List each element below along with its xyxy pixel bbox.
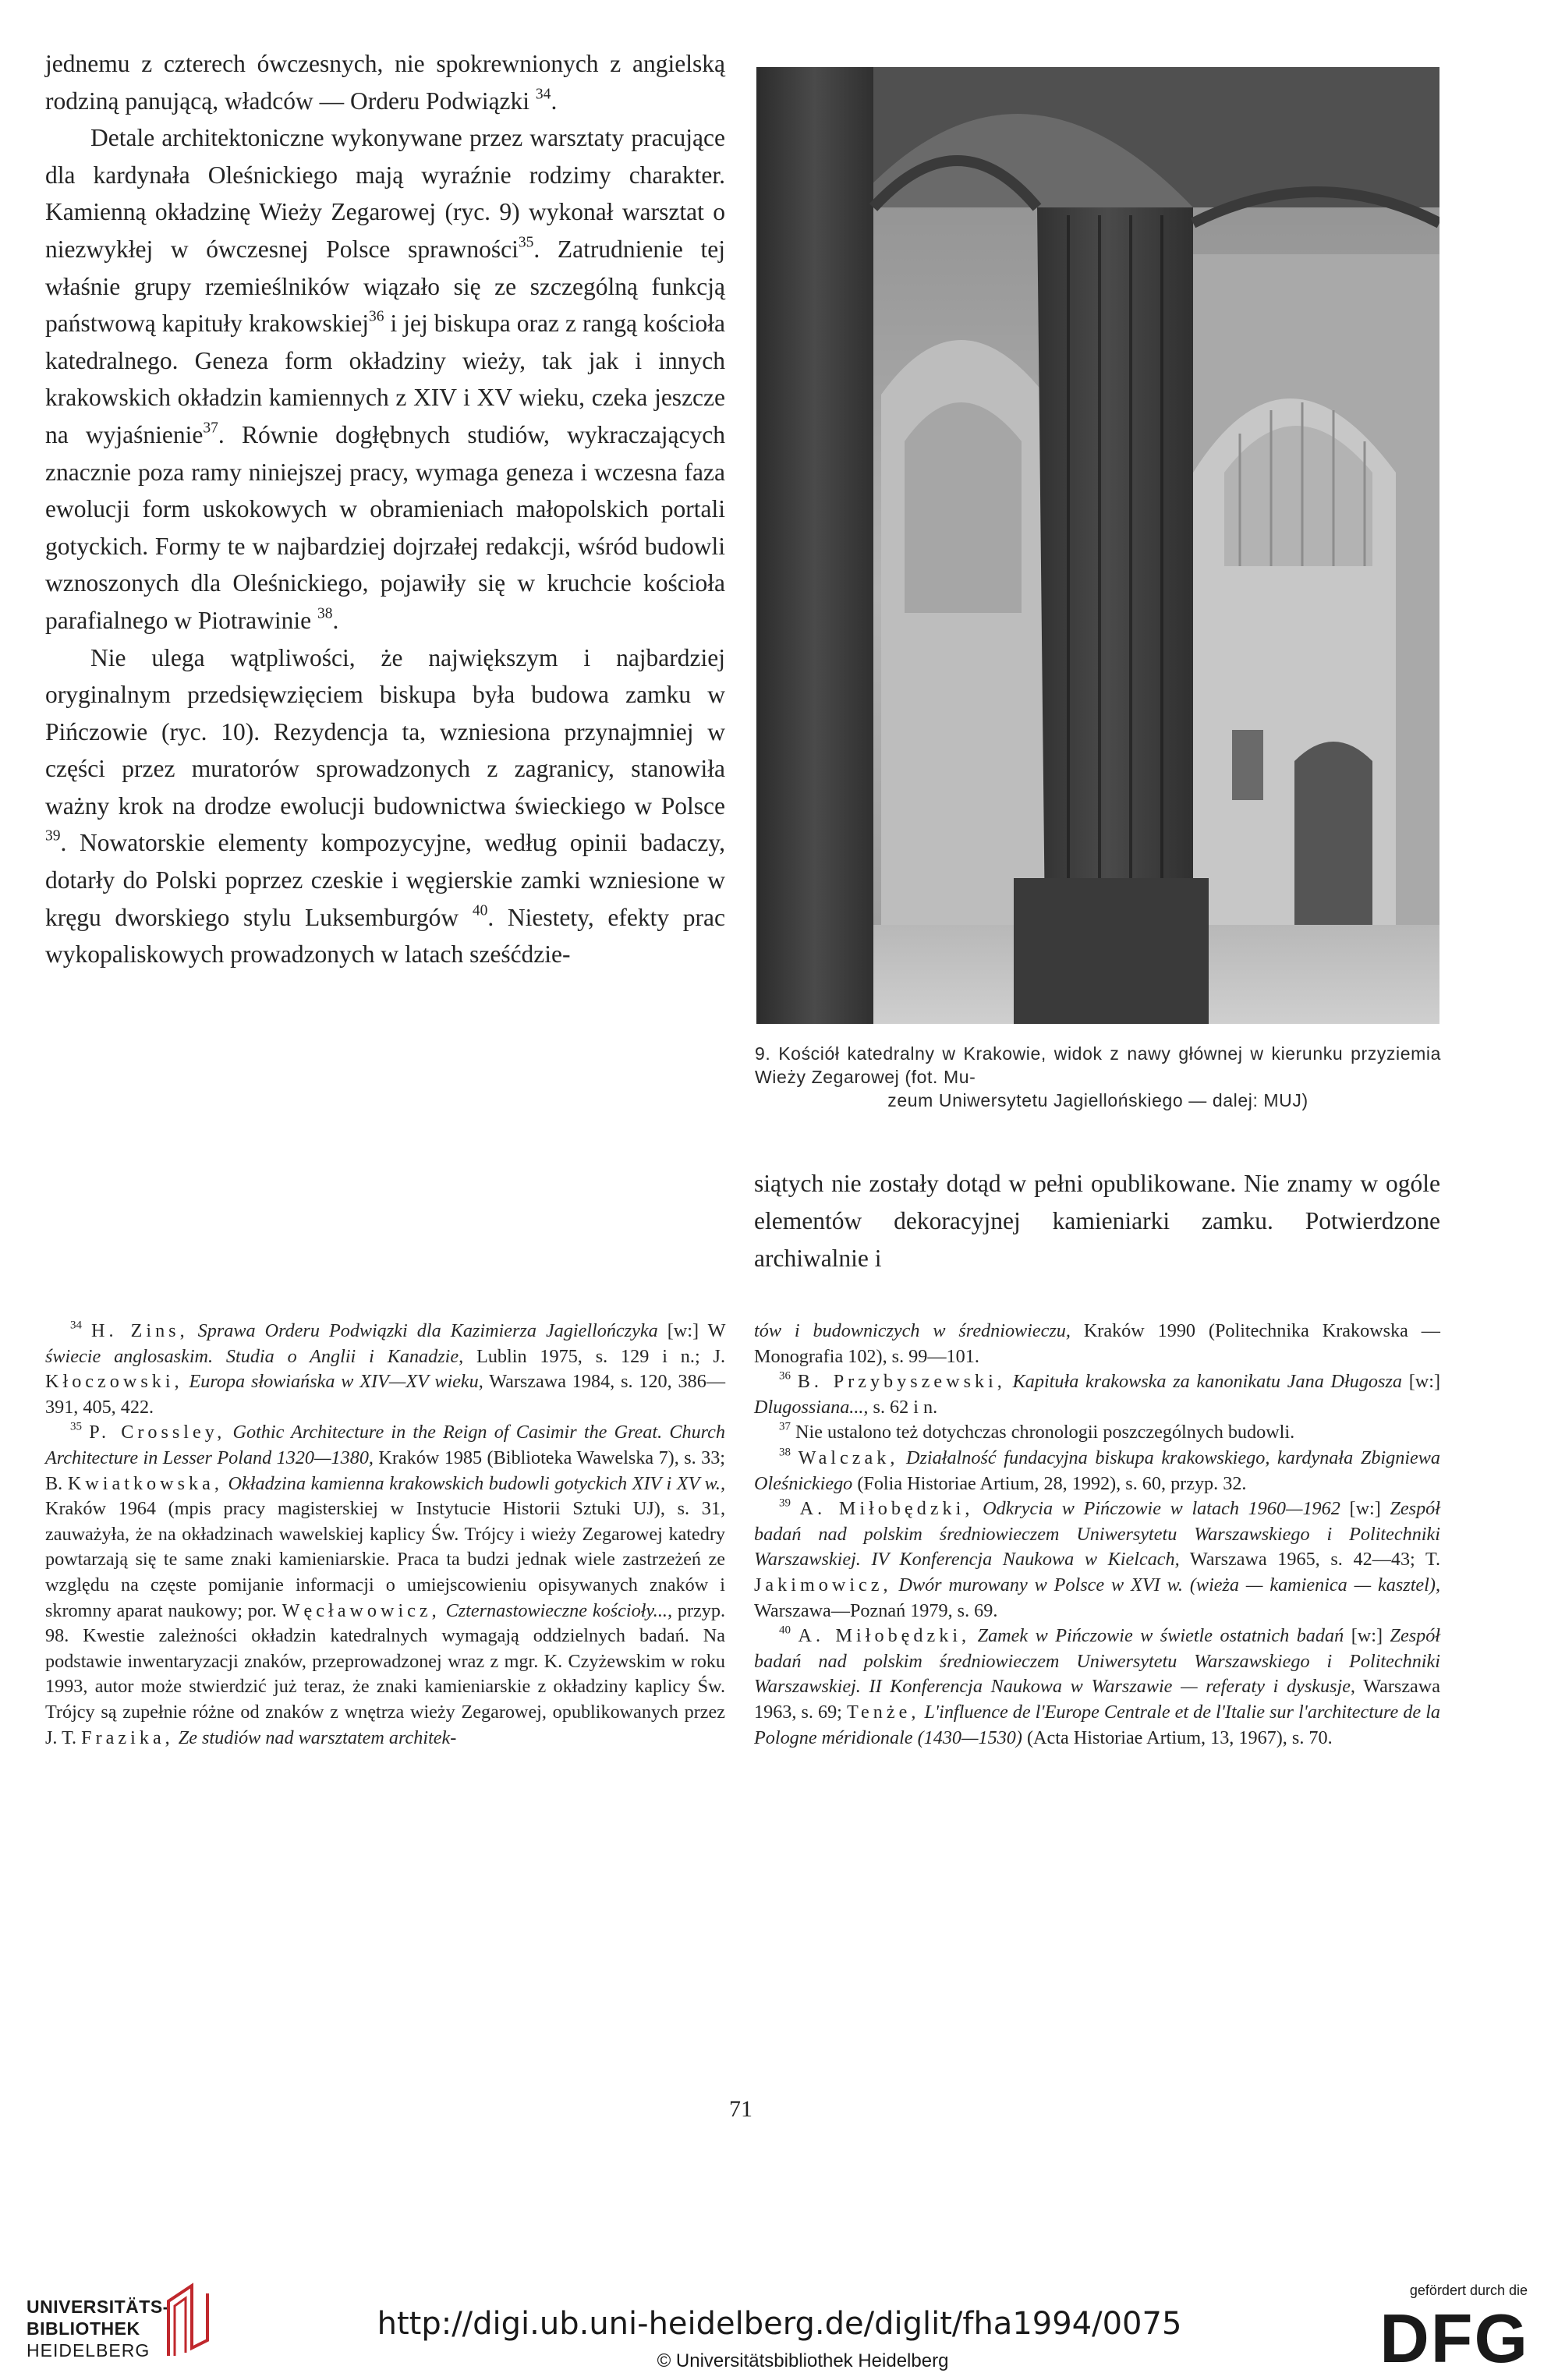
right-text-column — [754, 1165, 1440, 1277]
footnote-38: $^{38}$ Walczak, Działalność fundacyjna biskupa krakowskiego, kardynała Zbigniewa Oleśnickiego (Folia Historiae Artium, 28, 1992), s. 60, przyp. 32. — [754, 1446, 1441, 1494]
digitization-footer — [0, 2265, 1551, 2380]
footnote-39: $^{39}$ A. Miłobędzki, Odkrycia w Pińczowie w latach 1960—1962 [w:] Zespół badań nad polskim średniowieczem Uniwersytetu Warszawskiego i Politechniki Warszawskiej. IV Konferencja Naukowa w Kielcach, Warszawa 1965, s. 42—43; T. Jakimowicz, Dwór murowany w Polsce w XVI w. (wieża — kamienica — kasztel), Warszawa—Poznań 1979, s. 69. — [754, 1496, 1440, 1621]
copyright-notice: © Universitätsbibliothek Heidelberg — [657, 2350, 949, 2371]
footnote-37: $^{37}$ Nie ustalono też dotychczas chronologii poszczególnych budowli. — [779, 1420, 1295, 1443]
footnote-ref[interactable]: 37 — [203, 420, 218, 437]
footnote-ref[interactable]: 34 — [535, 85, 551, 102]
caption-line: 9. Kościół katedralny w Krakowie, widok z nawy głównej w kierunku przyziemia Wieży Zegarowej (fot. Mu- — [755, 1043, 1441, 1087]
footnote-35: $^{35}$ P. Crossley, Gothic Architecture in the Reign of Casimir the Great. Church Architecture in Lesser Poland 1320—1380, Kraków 1985 (Biblioteka Wawelska 7), s. 33; B. Kwiatkowska, Okładzina kamienna krakowskich budowli gotyckich XIV i XV w., Kraków 1964 (mpis pracy magisterskiej w Instytucie Historii Sztuki UJ), s. 31, zauważyła, że na okładzinach wawelskiej kaplicy Św. Trójcy i wieży Zegarowej katedry powtarzają się te same znaki kamieniarskie. Praca ta budzi jednak wiele zastrzeżeń ze względu na częste pomijanie informacji o umiejscowieniu opisywanych znaków i skromny aparat naukowy; por. Węcławowicz, Czternastowieczne kościoły..., przyp. 98. Kwestie zależności okładzin katedralnych wymagają oddzielnych badań. Na podstawie inwentaryzacji znaków, przeprowadzonej wraz z mgr. K. Czyżewskim w roku 1993, autor może stwierdzić już teraz, że znaki kamieniarskie z okładziny kaplicy Św. Trójcy są zupełnie różne od znaków z wnętrza wieży Zegarowej, opublikowanych przez J. T. Frazika, Ze studiów nad warsztatem architek- — [45, 1420, 726, 1748]
paragraph: siątych nie zostały dotąd w pełni opublikowane. Nie znamy w ogóle elementów dekoracyjnej kamieniarki zamku. Potwierdzone archiwalnie i — [754, 1170, 1440, 1272]
funding-note: gefördert durch die — [1409, 2283, 1528, 2298]
caption-line: zeum Uniwersytetu Jagiellońskiego — dalej: MUJ) — [887, 1090, 1308, 1110]
footnote-35-continued: tów i budowniczych w średniowieczu, Kraków 1990 (Politechnika Krakowska — Monografia 102), s. 99—101. — [754, 1320, 1440, 1367]
footnote-36: $^{36}$ B. Przybyszewski, Kapituła krakowska za kanonikatu Jana Długosza [w:] Dlugossiana..., s. 62 i n. — [754, 1369, 1441, 1418]
paragraph: Detale architektoniczne wykonywane przez warsztaty pracujące dla kardynała Oleśnickiego mają wyraźnie rodzimy charakter. Kamienną okładzinę Wieży Zegarowej (ryc. 9) wykonał warsztat o niezwykłej w ówczesnej Polsce sprawności$^{35}$. Zatrudnienie tej właśnie grupy rzemieślników wiązało się ze szczególną funkcją państwową kapituły krakowskiej$^{36}$ i jej biskupa oraz z rangą kościoła katedralnego. Geneza form okładziny wieży, tak jak i innych krakowskich okładzin kamiennych z XIV i XV wieku, czeka jeszcze na wyjaśnienie$^{37}$. Równie dogłębnych studiów, wykraczających znacznie poza ramy niniejszej pracy, wymaga geneza i wczesna faza ewolucji form uskokowych w obramieniach małopolskich portali gotyckich. Formy te w najbardziej dojrzałej redakcji, wśród budowli wznoszonych dla Oleśnickiego, pojawiły się w kruchcie kościoła parafialnego w Piotrawinie $^{38}$. — [45, 124, 725, 634]
footnote-ref[interactable]: 35 — [518, 234, 534, 251]
footnotes-left — [45, 1319, 725, 1751]
paragraph: Nie ulega wątpliwości, że największym i najbardziej oryginalnym przedsięwzięciem biskupa była budowa zamku w Pińczowie (ryc. 10). Rezydencja ta, wzniesiona przynajmniej w części przez muratorów sprowadzonych z zagranicy, stanowiła ważny krok na drodze ewolucji budownictwa świeckiego w Polsce $^{39}$. Nowatorskie elementy kompozycyjne, według opinii badaczy, dotarły do Polski poprzez czeskie i węgierskie zamki wzniesione w kręgu dworskiego stylu Luksemburgów $^{40}$. Niestety, efekty prac wykopaliskowych prowadzonych w latach sześćdzie- — [45, 643, 726, 969]
footnote-ref[interactable]: 38 — [317, 605, 333, 622]
permalink-url[interactable]: http://digi.ub.uni-heidelberg.de/diglit/fha1994/0075 — [377, 2306, 1182, 2342]
dfg-logo[interactable]: DFG — [1379, 2300, 1529, 2377]
footnote-ref[interactable]: 36 — [368, 308, 384, 325]
left-text-column — [45, 45, 725, 973]
page-number: 71 — [729, 2096, 752, 2122]
photo-illustration — [756, 67, 1439, 1024]
footnote-34: $^{34}$ H. Zins, Sprawa Orderu Podwiązki dla Kazimierza Jagiellończyka [w:] W świecie anglosaskim. Studia o Anglii i Kanadzie, Lublin 1975, s. 129 i n.; J. Kłoczowski, Europa słowiańska w XIV—XV wieku, Warszawa 1984, s. 120, 386—391, 405, 422. — [45, 1319, 726, 1418]
ub-heidelberg-logo[interactable]: UNIVERSITÄTS- BIBLIOTHEK HEIDELBERG — [14, 2265, 256, 2367]
footnote-ref[interactable]: 39 — [45, 827, 61, 845]
footnotes-right — [754, 1319, 1440, 1751]
footnote-40: $^{40}$ A. Miłobędzki, Zamek w Pińczowie w świetle ostatnich badań [w:] Zespół badań nad polskim średniowieczem Uniwersytetu Warszawskiego i Politechniki Warszawskiej. II Konferencja Naukowa w Warszawie — referaty i dyskusje, Warszawa 1963, s. 69; Tenże, L'influence de l'Europe Centrale et de l'Italie sur l'architecture de la Pologne méridionale (1430—1530) (Acta Historiae Artium, 13, 1967), s. 70. — [754, 1624, 1441, 1748]
cathedral-interior-photo — [756, 67, 1439, 1024]
footnote-ref[interactable]: 40 — [472, 902, 488, 919]
figure-caption — [755, 1042, 1441, 1112]
paragraph: jednemu z czterech ówczesnych, nie spokrewnionych z angielską rodziną panującą, władców — Orderu Podwiązki $^{34}$. — [45, 50, 725, 115]
